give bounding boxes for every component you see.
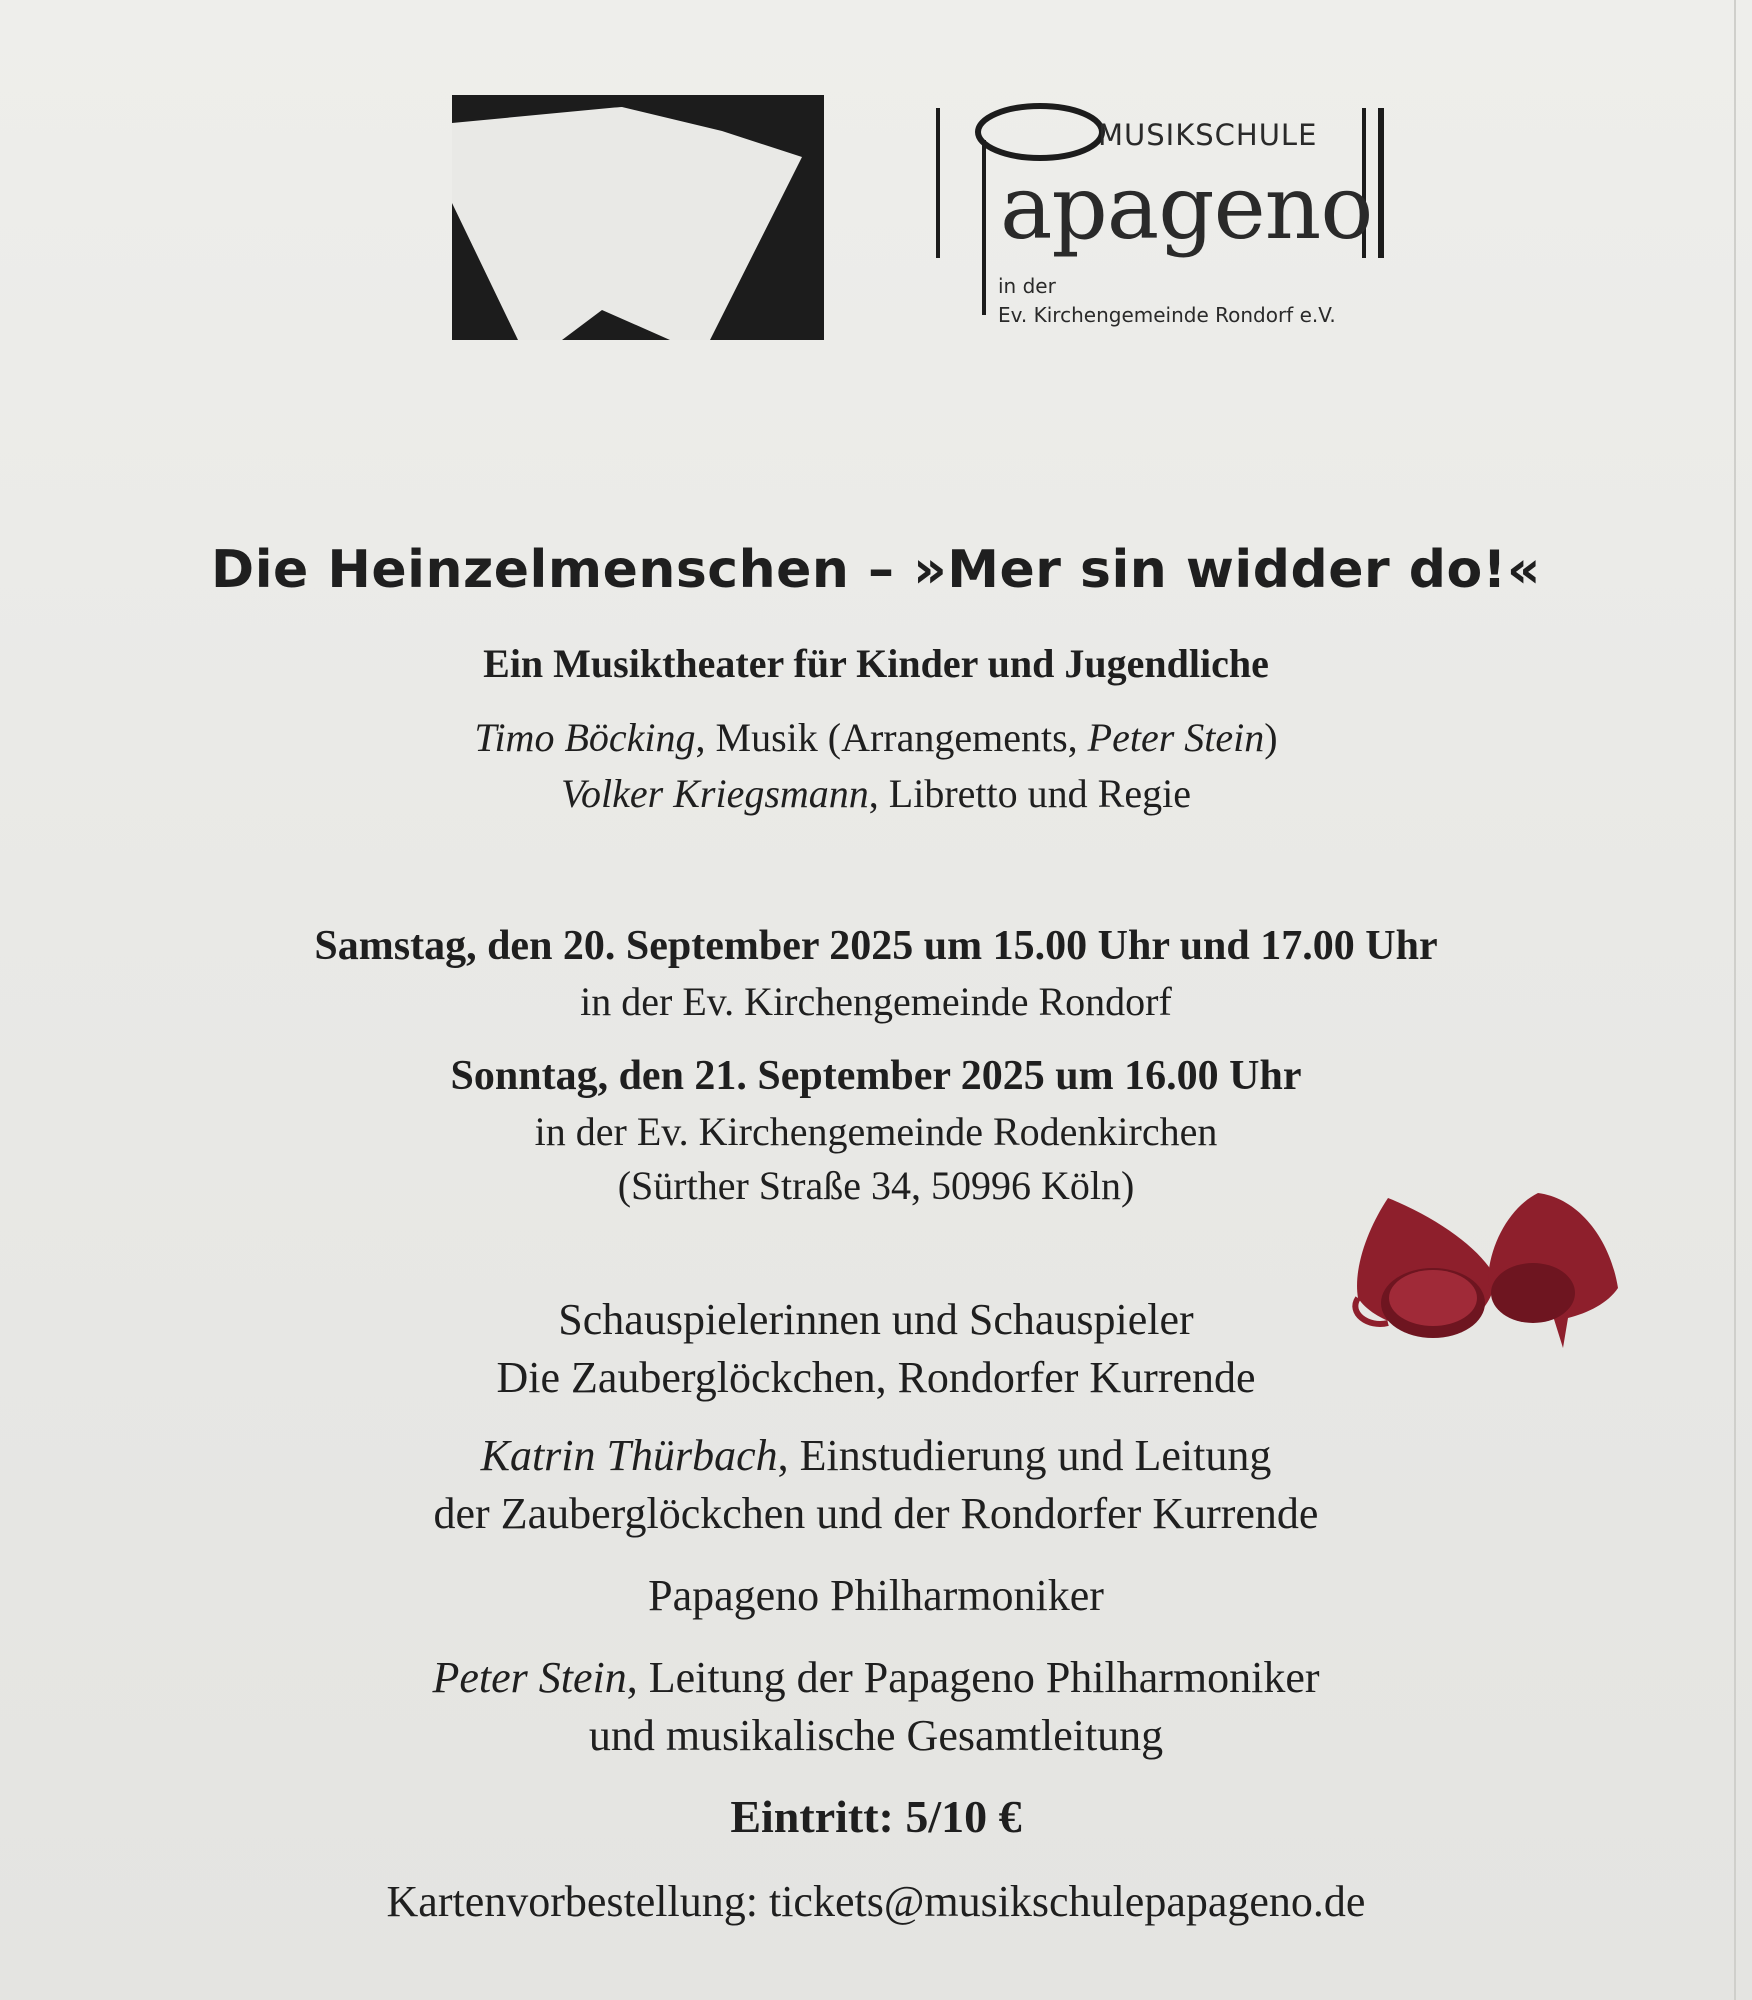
conductor-role: , Leitung der Papageno Philharmoniker: [626, 1653, 1320, 1702]
theater-stage-logo: [452, 95, 824, 340]
credit-close: ): [1264, 715, 1278, 760]
logo-papageno-text: apageno: [1000, 156, 1373, 259]
performance-2-address: (Sürther Straße 34, 50996 Köln): [617, 1163, 1135, 1208]
orchestra-name: Papageno Philharmoniker: [648, 1571, 1104, 1620]
admission-price: Eintritt: 5/10 €: [730, 1791, 1022, 1842]
credit-libretto: [0, 770, 1752, 817]
logo-musikschule-text: MUSIKSCHULE: [1098, 118, 1318, 152]
composer-name: Timo Böcking: [474, 715, 696, 760]
ticket-contact: Kartenvorbestellung: tickets@musikschulepapageno.de: [386, 1877, 1366, 1926]
choir-director-role: , Einstudierung und Leitung: [777, 1431, 1272, 1480]
cast-line-1: Schauspielerinnen und Schauspieler: [558, 1295, 1194, 1344]
page-title: Die Heinzelmenschen – »Mer sin widder do!«: [211, 540, 1541, 600]
performance-1-date: Samstag, den 20. September 2025 um 15.00 Uhr und 17.00 Uhr: [314, 923, 1438, 969]
credit-music: [0, 714, 1752, 761]
page-subtitle: Ein Musiktheater für Kinder und Jugendliche: [483, 641, 1269, 686]
arranger-name: Peter Stein: [1087, 715, 1265, 760]
composer-role: , Musik (Arrangements,: [695, 715, 1088, 760]
choir-director-name: Katrin Thürbach: [480, 1431, 778, 1480]
conductor-credit: [0, 1652, 1752, 1703]
logo-org-text: Ev. Kirchengemeinde Rondorf e.V.: [998, 303, 1336, 327]
conductor-name: Peter Stein: [432, 1653, 627, 1702]
performance-1-venue: in der Ev. Kirchengemeinde Rondorf: [580, 979, 1172, 1024]
performance-2-date: Sonntag, den 21. September 2025 um 16.00 Uhr: [450, 1053, 1302, 1099]
librettist-role: , Libretto und Regie: [868, 771, 1191, 816]
choir-credit: [0, 1430, 1752, 1481]
cast-line-2: Die Zauberglöckchen, Rondorfer Kurrende: [496, 1353, 1256, 1402]
performance-2-venue: in der Ev. Kirchengemeinde Rodenkirchen: [534, 1109, 1218, 1154]
librettist-name: Volker Kriegsmann: [561, 771, 869, 816]
choir-credit-line-2: der Zauberglöckchen und der Rondorfer Kurrende: [433, 1489, 1319, 1538]
logo-in-der-text: in der: [998, 274, 1056, 298]
conductor-credit-line-2: und musikalische Gesamtleitung: [588, 1711, 1164, 1760]
musikschule-papageno-logo: [930, 100, 1400, 340]
